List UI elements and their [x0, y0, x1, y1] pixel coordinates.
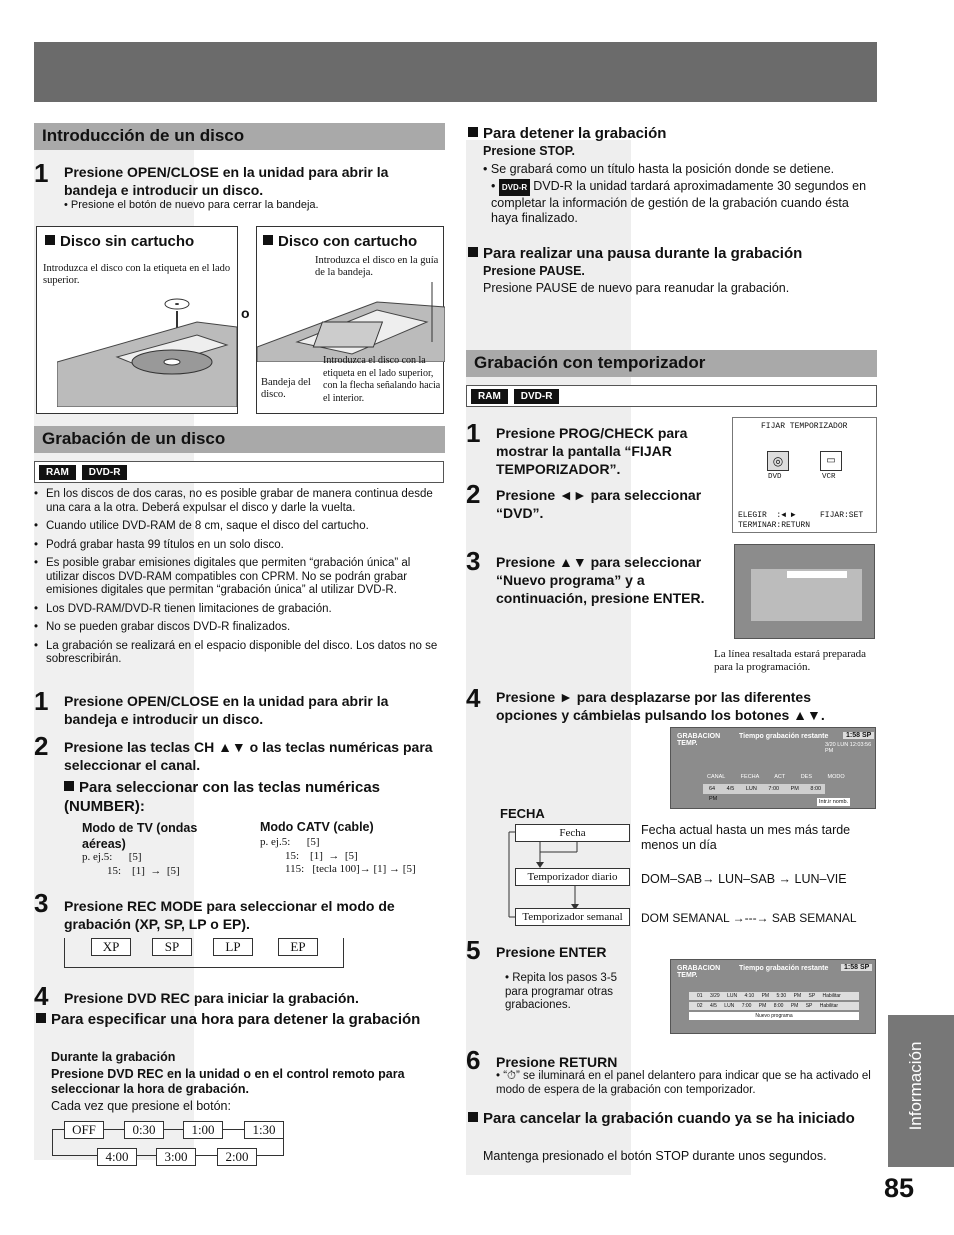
- catv-example: 115: [tecla 100]→ [1] → [5]: [285, 863, 416, 875]
- col: MODO: [827, 774, 845, 780]
- box-title: Disco con cartucho: [278, 233, 418, 250]
- stop-sub: Presione STOP.: [483, 144, 575, 158]
- each-press-label: Cada vez que presione el botón:: [51, 1099, 231, 1113]
- time-chip: 2:00: [217, 1148, 257, 1166]
- step-number: 3: [34, 888, 49, 918]
- number-keys-title: [64, 778, 444, 816]
- tv-example: p. ej.5: [5]: [82, 851, 142, 863]
- cell: 4/5 LUN: [709, 1003, 735, 1009]
- step-text: Presione REC MODE para seleccionar el modo de grabación (XP, SP, LP o EP).: [64, 898, 395, 932]
- step-text: Presione ENTER: [496, 944, 607, 960]
- pause-rec-title: [468, 245, 802, 262]
- cell: 8:00 PM: [709, 786, 822, 802]
- cell: 5:30 PM: [776, 993, 802, 999]
- list-item: • En los discos de dos caras, no es posible grabar de manera continua desde una cara a la otra. Deberá expulsar el disco y darle la vuelta.: [32, 488, 446, 515]
- list-item: • La grabación se realizará en el espacio disponible del disco. Los datos no se sobrescribirán.: [32, 640, 446, 667]
- cartridge-tray-illustration: [257, 282, 445, 362]
- cancel-text: Mantenga presionado el botón STOP durante unos segundos.: [483, 1149, 827, 1163]
- new-program-row: Nuevo programa: [689, 1012, 859, 1020]
- stop-rec-title: [468, 125, 666, 142]
- step-text: Presione ◄► para seleccionar “DVD”.: [496, 487, 702, 521]
- step-number: 1: [34, 686, 49, 716]
- mode-chip: EP: [278, 938, 318, 956]
- stop-bullet: • DVD-R DVD-R la unidad tardará aproximadamente 30 segundos en completar la información de gestión de la grabación cuando ésta haya finalizado.: [491, 179, 867, 225]
- time-chip: 1:30: [244, 1121, 284, 1139]
- cell: 4/5 LUN: [726, 786, 757, 792]
- catv-example: 15: [1] → [5]: [285, 850, 358, 862]
- catv-example: p. ej.5: [5]: [260, 836, 320, 848]
- screen-remain: Tiempo grabación restante: [739, 965, 829, 972]
- cancel-rec-title: [468, 1109, 868, 1128]
- screen-remain: Tiempo grabación restante: [739, 733, 829, 740]
- screen-row: [689, 1002, 859, 1010]
- flow-desc: DOM SEMANAL →---→ SAB SEMANAL: [641, 911, 857, 925]
- tv-example: 15: [1] → [5]: [107, 865, 180, 877]
- format-tags: [466, 385, 877, 407]
- timer-list-screen: [734, 544, 875, 639]
- tv-mode-title: Modo de TV (ondas aéreas): [82, 821, 198, 851]
- tag-ram: RAM: [39, 465, 76, 480]
- subsection-title: Para cancelar la grabación cuando ya se ha iniciado: [483, 1110, 855, 1127]
- screen-title: FIJAR TEMPORIZADOR: [761, 422, 848, 431]
- screen-mode: 1:58 SP: [841, 964, 872, 971]
- fecha-label: FECHA: [500, 806, 545, 821]
- col: FECHA: [740, 774, 760, 780]
- list-item: • Los DVD-RAM/DVD-R tienen limitaciones de grabación.: [32, 603, 446, 617]
- col: CANAL: [707, 774, 726, 780]
- screen-hint: FIJAR:SET: [820, 511, 864, 520]
- tag-dvd-r: DVD-R: [499, 179, 530, 196]
- tag-dvd-r: DVD-R: [514, 389, 560, 404]
- format-tags: [34, 461, 444, 483]
- name-button: Intr.ir nomb.: [819, 799, 849, 805]
- step-note: • Presione el botón de nuevo para cerrar la bandeja.: [64, 199, 319, 211]
- catv-mode-title: Modo CATV (cable): [260, 820, 374, 834]
- step-note: • “⏱” se iluminará en el panel delantero para indicar que se ha activado el modo de espera de la grabación con temporizador.: [496, 1070, 871, 1096]
- section-timer-heading: Grabación con temporizador: [466, 350, 877, 377]
- col: ACT: [774, 774, 786, 780]
- step-number: 3: [466, 546, 481, 576]
- screen-date: 3/20 LUN 12:03:56 PM: [825, 742, 872, 754]
- step-number: 1: [34, 158, 49, 188]
- vcr-label: VCR: [822, 473, 836, 481]
- cell: 01: [697, 993, 703, 999]
- step-text: Presione RETURN: [496, 1054, 618, 1070]
- or-label: o: [241, 305, 250, 321]
- timer-screen: [732, 417, 877, 533]
- flow-box: Fecha: [515, 824, 630, 842]
- step-text: Presione ▲▼ para seleccionar “Nuevo programa” y a continuación, presione ENTER.: [496, 554, 705, 606]
- cell: 4:10 PM: [744, 993, 770, 999]
- cell: Habilitar: [822, 993, 841, 999]
- screen-hint: ELEGIR :◄ ►: [738, 511, 796, 520]
- step-text: Presione las teclas CH ▲▼ o las teclas numéricas para seleccionar el canal.: [64, 739, 433, 773]
- box-caption: Introduzca el disco en la guía de la bandeja.: [315, 255, 439, 278]
- cell: SP: [805, 1003, 813, 1009]
- cell: 7:00 PM: [741, 1003, 767, 1009]
- screen-row: [689, 992, 859, 1000]
- bullet-text: Se grabará como un título hasta la posición donde se detiene.: [490, 162, 835, 176]
- stop-time-title: [36, 1010, 436, 1029]
- header-bar: [34, 42, 877, 102]
- cell: 7:00 PM: [768, 786, 799, 792]
- page-number: 85: [884, 1173, 915, 1203]
- step-text: Presione ► para desplazarse por las diferentes opciones y cámbielas pulsando los botones ▲▼.: [496, 689, 825, 723]
- step-note: • Repita los pasos 3-5 para programar otras grabaciones.: [505, 972, 618, 1011]
- during-label: Durante la grabación: [51, 1050, 176, 1064]
- mode-chip: XP: [91, 938, 131, 956]
- mode-chip: LP: [213, 938, 253, 956]
- cell: 8:00 PM: [773, 1003, 799, 1009]
- mode-chip: SP: [152, 938, 192, 956]
- subsection-title: Para detener la grabación: [483, 125, 667, 142]
- step-text: Presione DVD REC para iniciar la grabación.: [64, 990, 359, 1006]
- step-number: 2: [466, 479, 481, 509]
- step-number: 6: [466, 1045, 481, 1075]
- side-tab: [888, 1015, 954, 1167]
- box-caption: Introduzca el disco con la etiqueta en el lado superior.: [43, 263, 231, 286]
- flow-desc: Fecha actual hasta un mes más tarde menos un día: [641, 823, 851, 852]
- flow-desc: DOM–SAB→ LUN–SAB → LUN–VIE: [641, 872, 847, 886]
- cell: Habilitar: [819, 1003, 839, 1009]
- screen-mode: 1:58 SP: [843, 732, 874, 739]
- dvd-label: DVD: [768, 473, 782, 481]
- tag-ram: RAM: [471, 389, 508, 404]
- time-chip: 3:00: [156, 1148, 196, 1166]
- time-chip: 0:30: [124, 1121, 164, 1139]
- subsection-title: Para seleccionar con las teclas numéricas (NUMBER):: [64, 779, 381, 815]
- timer-confirm-screen: [670, 959, 876, 1034]
- step-text: Presione OPEN/CLOSE en la unidad para abrir la bandeja e introducir un disco.: [64, 693, 389, 727]
- step-text: Presione PROG/CHECK para mostrar la pantalla “FIJAR TEMPORIZADOR”.: [496, 425, 688, 477]
- disc-with-cartridge-box: [256, 226, 444, 414]
- cell: 3/29 LUN: [709, 993, 738, 999]
- screen-caption: La línea resaltada estará preparada para la programación.: [714, 648, 867, 673]
- step-number: 4: [466, 683, 481, 713]
- cell: 02: [697, 1003, 703, 1009]
- screen-title: GRABACION TEMP.: [677, 965, 721, 979]
- timer-edit-screen: [670, 727, 876, 809]
- screen-hint: TERMINAR:RETURN: [738, 521, 811, 530]
- section-intro-heading: Introducción de un disco: [34, 123, 445, 150]
- subsection-title: Para especificar una hora para detener la grabación: [51, 1011, 421, 1028]
- step-number: 5: [466, 935, 481, 965]
- bullet-text: DVD-R la unidad tardará aproximadamente 30 segundos en completar la información de gestión de la grabación cuando ésta haya finalizado.: [491, 179, 867, 225]
- step-text: Presione OPEN/CLOSE en la unidad para abrir la bandeja e introducir un disco.: [64, 164, 389, 198]
- screen-row: [703, 784, 825, 802]
- box-caption: Bandeja del disco.: [261, 377, 311, 400]
- during-text: Presione DVD REC en la unidad o en el control remoto para seleccionar la hora de grabación.: [51, 1067, 405, 1096]
- pause-text: Presione PAUSE de nuevo para reanudar la grabación.: [483, 281, 790, 295]
- cell: 64: [709, 786, 716, 792]
- stop-bullet: • Se grabará como un título hasta la posición donde se detiene.: [483, 162, 835, 176]
- dvd-icon: ◎: [767, 451, 789, 471]
- side-tab-label: Información: [906, 1041, 925, 1131]
- time-chip: OFF: [64, 1121, 104, 1139]
- list-item: • Cuando utilice DVD-RAM de 8 cm, saque el disco del cartucho.: [32, 520, 446, 534]
- list-item: • Es posible grabar emisiones digitales que permiten “grabación única” al utilizar discos DVD-RAM compatibles con CPRM. No se podrán grabar emisiones digitales que permitan “grabación única” al utilizar DVD-R.: [32, 557, 446, 598]
- flow-box: Temporizador semanal: [515, 908, 630, 926]
- cell: SP: [808, 993, 816, 999]
- list-item: • No se pueden grabar discos DVD-R finalizados.: [32, 621, 446, 635]
- flow-box: Temporizador diario: [515, 868, 630, 886]
- screen-title: GRABACION TEMP.: [677, 733, 721, 747]
- box-title: Disco sin cartucho: [60, 233, 195, 250]
- time-chip: 1:00: [183, 1121, 223, 1139]
- vcr-icon: ▭: [820, 451, 842, 471]
- section-rec-heading: Grabación de un disco: [34, 426, 445, 453]
- rec-bullets: [32, 488, 446, 672]
- disc-tray-illustration: [57, 287, 237, 407]
- step-number: 1: [466, 418, 481, 448]
- col: DES: [800, 774, 812, 780]
- step-number: 4: [34, 981, 49, 1011]
- screen-columns: [707, 774, 845, 780]
- list-item: • Podrá grabar hasta 99 títulos en un solo disco.: [32, 539, 446, 553]
- disc-without-cartridge-box: [36, 226, 238, 414]
- pause-sub: Presione PAUSE.: [483, 264, 585, 278]
- subsection-title: Para realizar una pausa durante la grabación: [483, 245, 803, 262]
- step-number: 2: [34, 731, 49, 761]
- tag-dvd-r: DVD-R: [82, 465, 128, 480]
- time-chip: 4:00: [97, 1148, 137, 1166]
- box-caption: Introduzca el disco con la etiqueta en el lado superior, con la flecha señalando hacia el interior.: [323, 355, 441, 404]
